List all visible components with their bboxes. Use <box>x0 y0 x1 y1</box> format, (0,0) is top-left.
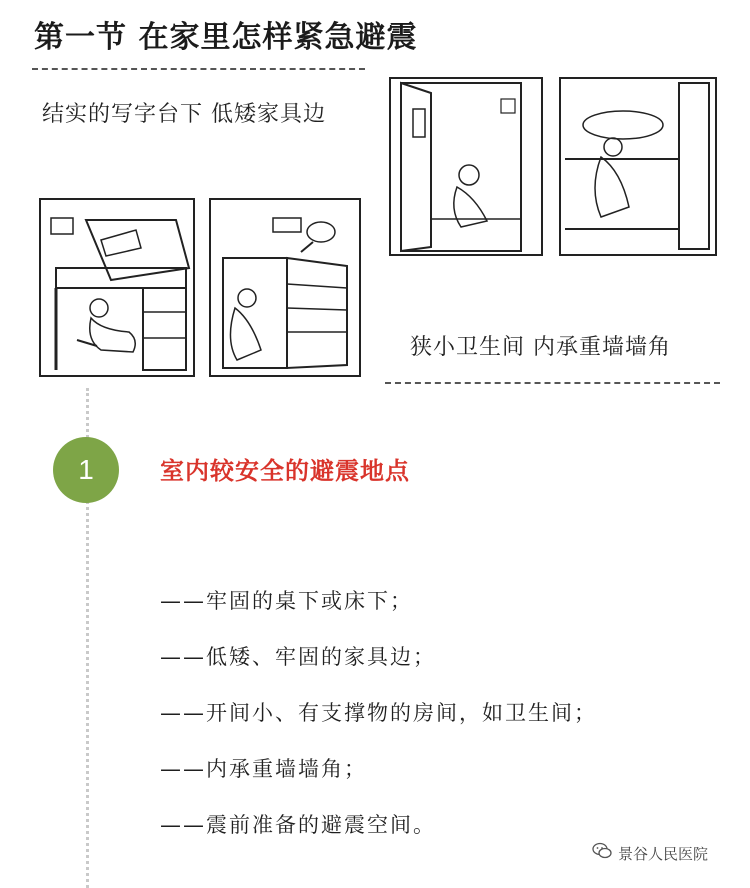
wechat-icon <box>592 842 612 864</box>
brand-watermark <box>592 842 708 864</box>
bathroom-drawing <box>391 79 541 254</box>
section-number-badge: 1 <box>53 437 119 503</box>
page-title: 第一节 在家里怎样紧急避震 <box>34 20 418 55</box>
caption-right: 狭小卫生间 内承重墙墙角 <box>410 335 671 360</box>
list-item: ——低矮、牢固的家具边； <box>160 645 436 669</box>
dresser-drawing <box>211 200 359 375</box>
illustration-dresser <box>209 198 361 377</box>
safe-places-list <box>160 585 597 865</box>
list-item: ——开间小、有支撑物的房间，如卫生间； <box>160 701 597 725</box>
caption-divider <box>385 382 720 384</box>
caption-left: 结实的写字台下 低矮家具边 <box>42 102 326 127</box>
illustration-wall-corner <box>559 77 717 256</box>
list-item: ——震前准备的避震空间。 <box>160 813 436 837</box>
desk-drawing <box>41 200 193 375</box>
list-item: ——牢固的桌下或床下； <box>160 589 413 613</box>
title-divider <box>32 68 365 70</box>
wall-corner-drawing <box>561 79 715 254</box>
brand-name: 景谷人民医院 <box>618 844 709 863</box>
illustration-desk <box>39 198 195 377</box>
list-item: ——内承重墙墙角； <box>160 757 367 781</box>
illustration-bathroom <box>389 77 543 256</box>
section-title: 室内较安全的避震地点 <box>160 457 410 485</box>
